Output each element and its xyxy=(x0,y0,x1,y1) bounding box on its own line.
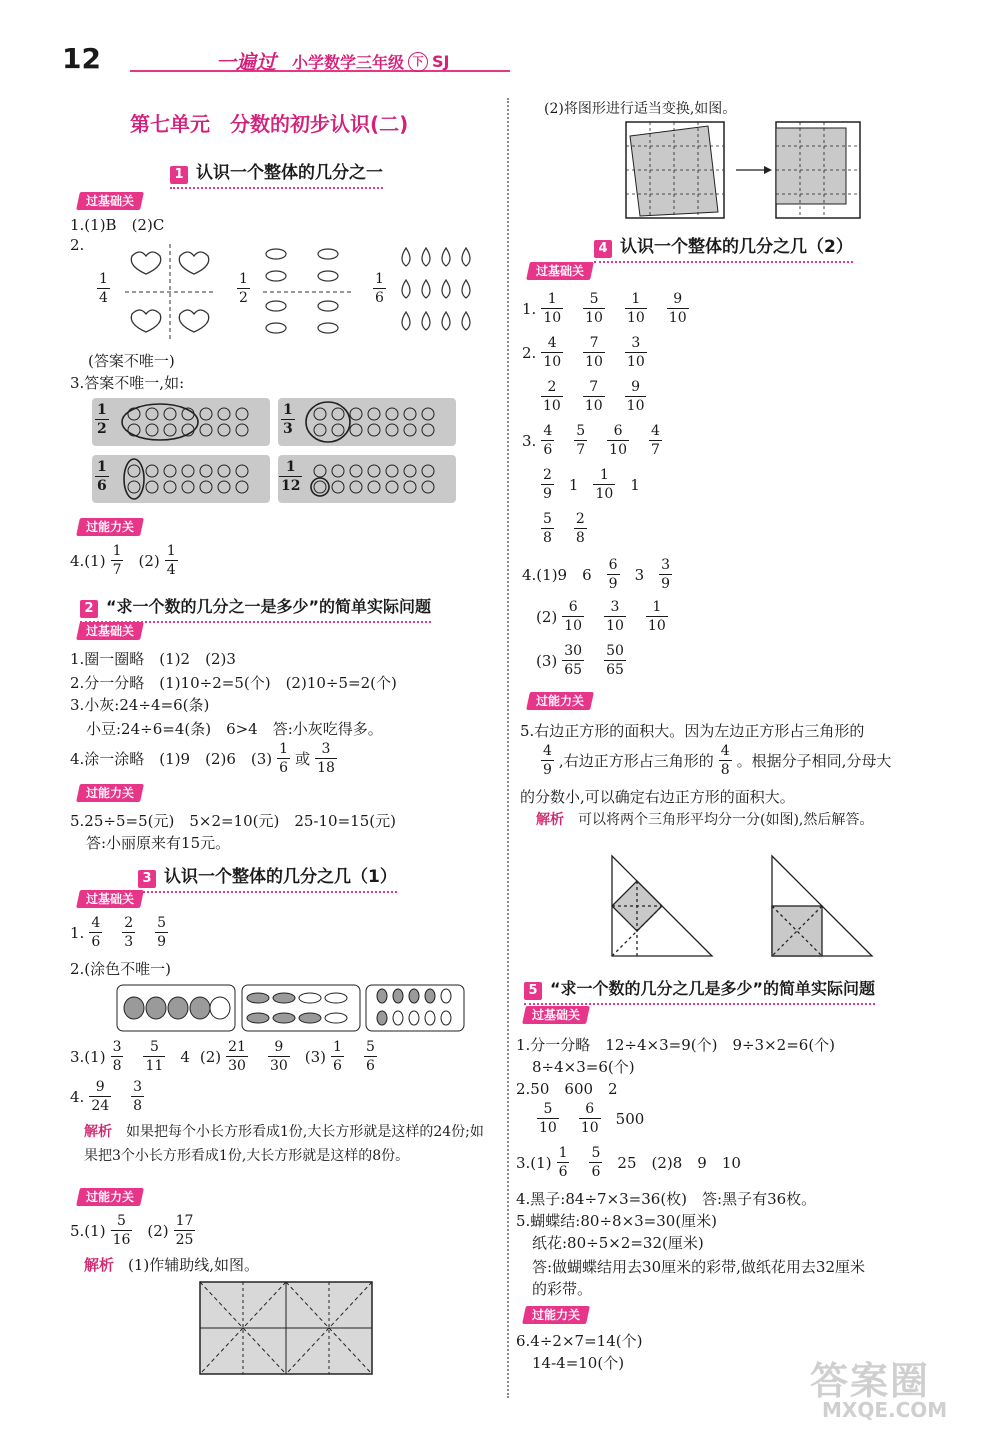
s5-l1: 1.分一分略 12÷4×3=9(个) 9÷3×2=6(个) xyxy=(516,1036,836,1054)
section-3-heading xyxy=(138,862,397,893)
tag-basic-1: 过基础关 xyxy=(76,192,144,210)
page-number: 12 xyxy=(62,42,101,75)
section-1-heading xyxy=(170,158,383,189)
edition-text: SJ xyxy=(432,52,450,71)
s4-q1: 1. $\frac{1}{10}$ $\frac{5}{10}$ $\frac{1}{10}$ $\frac{9}{10}$ xyxy=(522,291,687,326)
s4-q5-line2: $\frac{4}{9}$ ,右边正方形占三角形的 $\frac{4}{8}$ 。根据分子相同,分母大 xyxy=(543,743,892,778)
s5-l12: 14-4=10(个) xyxy=(532,1354,625,1372)
s4-q2b: $\frac{2}{10}$ $\frac{7}{10}$ $\frac{9}{10}$ xyxy=(543,379,645,414)
tag-basic-4: 过基础关 xyxy=(526,262,594,280)
volume-badge: 下 xyxy=(408,52,428,72)
tag-basic-3: 过基础关 xyxy=(76,890,144,908)
s1-q2-frac-b: $\frac{1}{2}$ xyxy=(239,271,248,306)
tag-ability-5: 过能力关 xyxy=(522,1306,590,1324)
s5-l4: $\frac{5}{10}$ $\frac{6}{10}$ 500 xyxy=(539,1101,645,1136)
s2-q3: 3.小灰:24÷4=6(条) xyxy=(70,696,210,714)
section-3-title: 认识一个整体的几分之几（1） xyxy=(164,867,397,887)
tag-ability-1: 过能力关 xyxy=(76,518,144,536)
section-4-title: 认识一个整体的几分之几（2） xyxy=(620,237,853,257)
s1-q4: 4.(1) $\frac{1}{7}$ (2) $\frac{1}{4}$ xyxy=(70,543,176,578)
tag-basic-2: 过基础关 xyxy=(76,622,144,640)
s3-grid-figure xyxy=(198,1280,374,1376)
watermark-url: MXQE.COM xyxy=(822,1398,948,1422)
section-2-heading xyxy=(80,594,431,623)
s3-q4: 4. $\frac{9}{24}$ $\frac{3}{8}$ xyxy=(70,1079,143,1114)
section-4-badge: 4 xyxy=(594,240,612,258)
s1-q2-frac-c: $\frac{1}{6}$ xyxy=(375,271,384,306)
brand-logo: 一遍过 xyxy=(216,50,276,74)
tag-ability-3: 过能力关 xyxy=(76,1188,144,1206)
s4-q3c: $\frac{5}{8}$ $\frac{2}{8}$ xyxy=(543,511,585,546)
s3-q2-figure xyxy=(116,984,468,1034)
section-1-title: 认识一个整体的几分之一 xyxy=(196,163,383,183)
s1-q3: 3.答案不唯一,如: xyxy=(70,374,185,392)
section-5-badge: 5 xyxy=(524,982,542,1000)
s2-q1: 1.圈一圈略 (1)2 (2)3 xyxy=(70,650,236,668)
s1-q3-frac-4: $\frac{1}{12}$ xyxy=(281,459,301,494)
s5-l8: 纸花:80÷5×2=32(厘米) xyxy=(532,1234,704,1252)
s3-q2: 2.(涂色不唯一) xyxy=(70,960,172,978)
right-top-note: (2)将图形进行适当变换,如图。 xyxy=(544,101,737,117)
s3-analysis: 解析 如果把每个小长方形看成1份,大长方形就是这样的24份;如果把3个小长方形看成1份,大长方形就是这样的8份。 xyxy=(84,1124,484,1164)
butterfly-figure xyxy=(120,244,220,340)
s5-l9: 答:做蝴蝶结用去30厘米的彩带,做纸花用去32厘米 xyxy=(532,1258,865,1276)
s5-l11: 6.4÷2×7=14(个) xyxy=(516,1332,643,1350)
s5-l2: 8÷4×3=6(个) xyxy=(532,1058,635,1076)
s4-q3a: 3. $\frac{4}{6}$ $\frac{5}{7}$ $\frac{6}{10}$ $\frac{4}{7}$ xyxy=(522,423,660,458)
s1-q2-frac-a: $\frac{1}{4}$ xyxy=(99,271,108,306)
s4-q5-line1: 5.右边正方形的面积大。因为左边正方形占三角形的 xyxy=(520,722,865,740)
s2-q5: 5.25÷5=5(元) 5×2=10(元) 25-10=15(元) xyxy=(70,812,396,830)
s3-q3: 3.(1) $\frac{3}{8}$ $\frac{5}{11}$ 4 (2) $\frac{21}{30}$ $\frac{9}{30}$ (3) $\frac{1}{6}$ $\frac{5}{6}$ xyxy=(70,1039,375,1074)
tag-ability-2: 过能力关 xyxy=(76,784,144,802)
subject-text: 小学数学三年级 xyxy=(292,53,405,72)
s1-q3-frac-2: $\frac{1}{3}$ xyxy=(283,402,293,437)
s4-analysis: 解析 可以将两个三角形平均分一分(如图),然后解答。 xyxy=(536,812,874,828)
s4-q3b: $\frac{2}{9}$ 1 $\frac{1}{10}$ 1 xyxy=(543,467,640,502)
s3-q1: 1. $\frac{4}{6}$ $\frac{2}{3}$ $\frac{5}{9}$ xyxy=(70,915,167,950)
fish-figure xyxy=(258,244,358,340)
section-5-title: “求一个数的几分之几是多少”的简单实际问题 xyxy=(550,979,876,998)
s2-q5b: 答:小丽原来有15元。 xyxy=(86,834,231,852)
s4-q4c: (3) $\frac{30}{65}$ $\frac{50}{65}$ xyxy=(536,643,624,678)
tag-ability-4: 过能力关 xyxy=(526,692,594,710)
s4-q4b: (2) $\frac{6}{10}$ $\frac{3}{10}$ $\frac{1}{10}$ xyxy=(536,599,666,634)
s5-l10: 的彩带。 xyxy=(532,1280,593,1298)
section-2-badge: 2 xyxy=(80,600,98,618)
column-divider xyxy=(507,98,509,1398)
watermark-logo: 答案圈 xyxy=(810,1359,931,1403)
s2-q4: 4.涂一涂略 (1)9 (2)6 (3) $\frac{1}{6}$ 或 $\frac{3}{18}$ xyxy=(70,741,335,776)
section-2-title: “求一个数的几分之一是多少”的简单实际问题 xyxy=(106,597,432,616)
s1-q1: 1.(1)B (2)C xyxy=(70,216,165,234)
s1-q2-label: 2. xyxy=(70,236,85,254)
drop-figure xyxy=(396,244,480,340)
s4-q5-line3: 的分数小,可以确定右边正方形的面积大。 xyxy=(520,788,795,806)
unit-title: 第七单元 分数的初步认识(二) xyxy=(130,112,409,136)
s3-analysis2: 解析 (1)作辅助线,如图。 xyxy=(84,1256,260,1274)
s4-q4a: 4.(1)9 6 $\frac{6}{9}$ 3 $\frac{3}{9}$ xyxy=(522,557,671,592)
s1-q2-note: (答案不唯一) xyxy=(88,352,175,370)
s4-triangles-figure xyxy=(608,852,880,960)
header-subject xyxy=(292,50,450,73)
s1-q3-frac-3: $\frac{1}{6}$ xyxy=(97,459,107,494)
s5-l6: 4.黑子:84÷7×3=36(枚) 答:黑子有36枚。 xyxy=(516,1190,817,1208)
transform-figure xyxy=(624,120,864,222)
tag-basic-5: 过基础关 xyxy=(522,1006,590,1024)
s4-q2a: 2. $\frac{4}{10}$ $\frac{7}{10}$ $\frac{3}{10}$ xyxy=(522,335,645,370)
section-4-heading xyxy=(594,232,853,263)
s2-q3b: 小豆:24÷6=4(条) 6>4 答:小灰吃得多。 xyxy=(86,720,383,738)
s5-l7: 5.蝴蝶结:80÷8×3=30(厘米) xyxy=(516,1212,718,1230)
s5-l5: 3.(1) $\frac{1}{6}$ $\frac{5}{6}$ 25 (2)8 9 10 xyxy=(516,1145,741,1180)
s1-q3-frac-1: $\frac{1}{2}$ xyxy=(97,402,107,437)
section-1-badge: 1 xyxy=(170,166,188,184)
section-3-badge: 3 xyxy=(138,870,156,888)
s2-q2: 2.分一分略 (1)10÷2=5(个) (2)10÷5=2(个) xyxy=(70,674,397,692)
s1-q3-circles xyxy=(116,398,456,504)
s5-l3: 2.50 600 2 xyxy=(516,1080,618,1098)
section-5-heading xyxy=(524,976,875,1005)
s3-q5: 5.(1) $\frac{5}{16}$ (2) $\frac{17}{25}$ xyxy=(70,1213,194,1248)
